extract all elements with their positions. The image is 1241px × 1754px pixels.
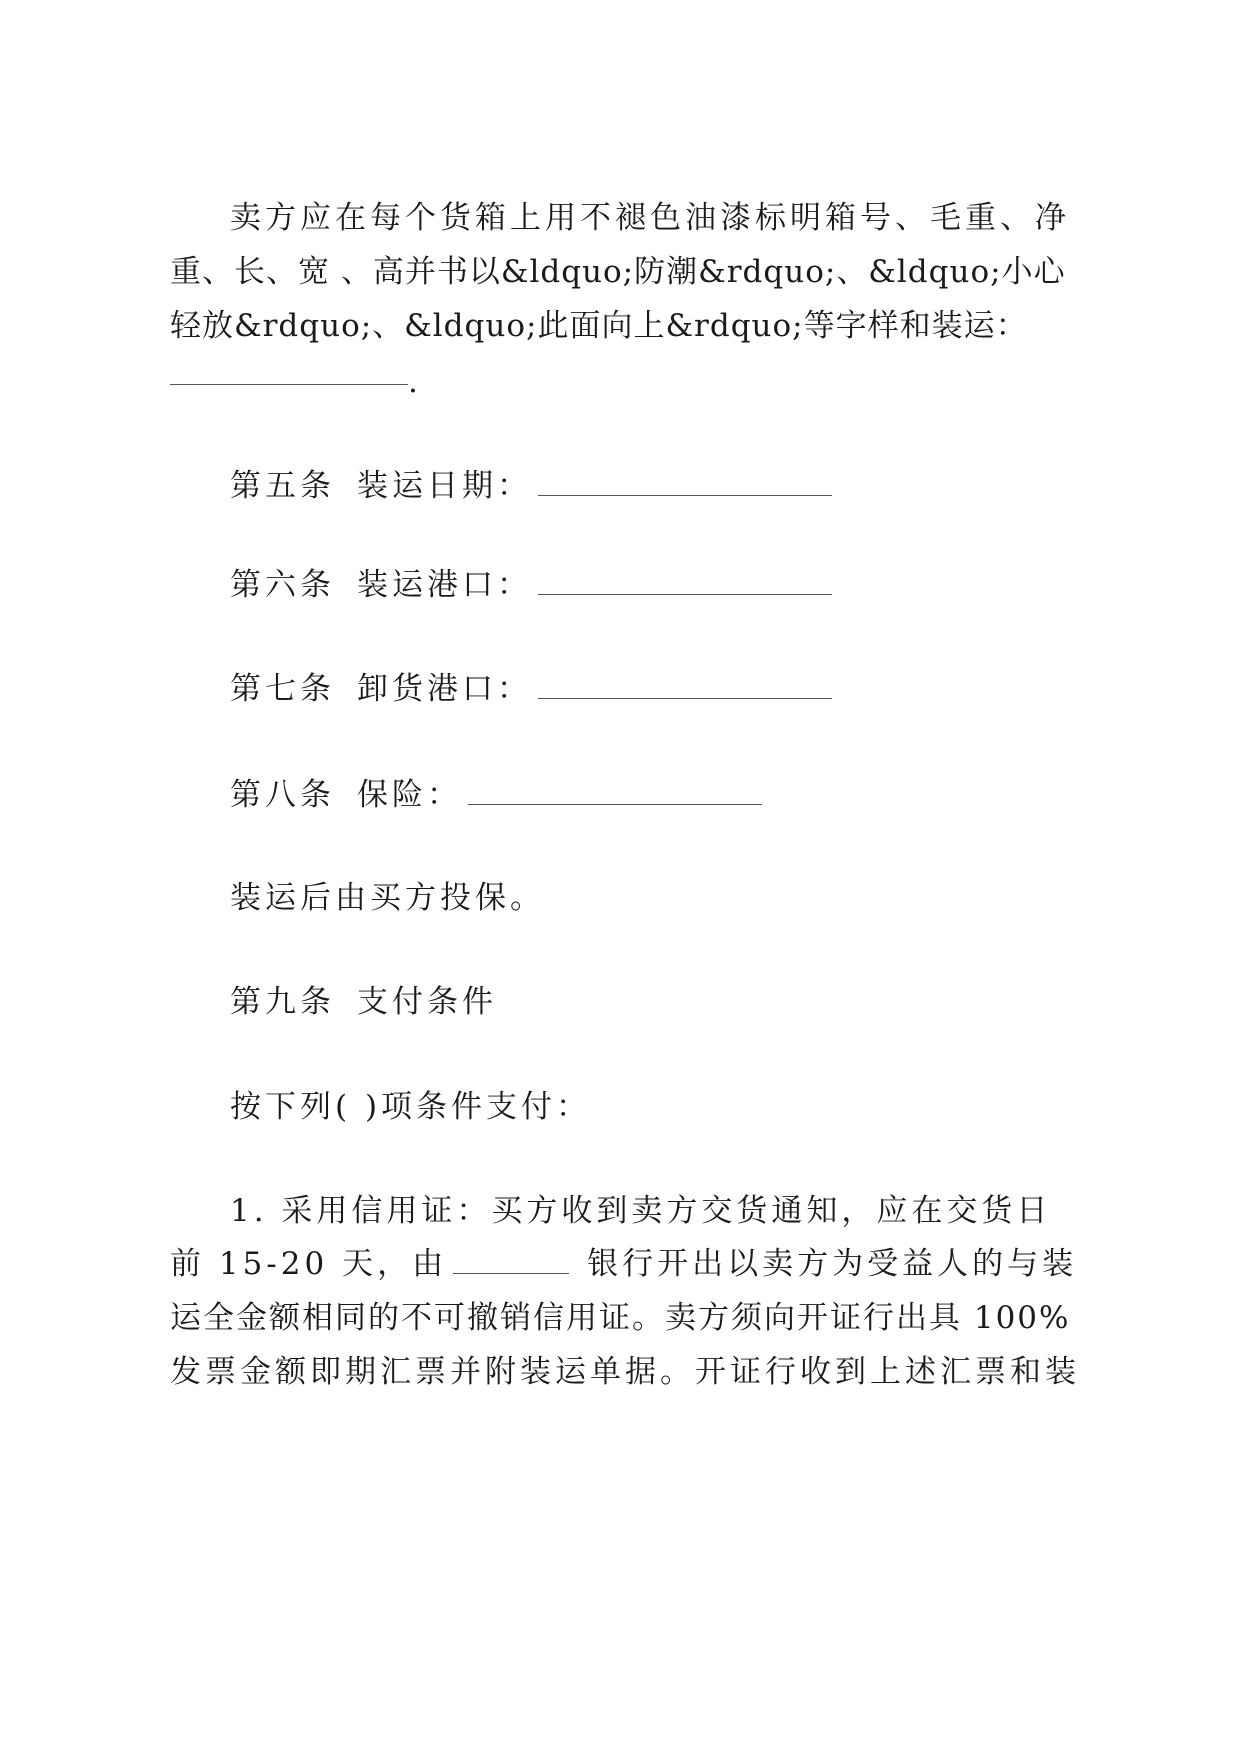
article-8-text: 保险： [357,777,462,813]
shipment-date-blank [538,469,832,496]
article-7-text: 卸货港口： [357,671,532,707]
article-5-label: 第五条 [230,468,335,504]
loading-port-blank [538,568,832,595]
marking-paragraph-line-2: 重、长、宽 、高并书以&ldquo;防潮&rdquo;、&ldquo;小心 [170,254,1066,290]
discharge-port-blank [538,672,832,699]
article-9 [230,980,497,1024]
marking-paragraph-line-3: 轻放&rdquo;、&ldquo;此面向上&rdquo;等字样和装运： [170,308,1028,344]
marking-end-period: . [408,364,418,400]
payment-item-1-line-4: 发票金额即期汇票并附装运单据。开证行收到上述汇票和装 [170,1354,1080,1390]
marking-blank [170,384,408,385]
issuing-bank-blank [453,1247,569,1274]
article-8-label: 第八条 [230,777,335,813]
insurance-blank [468,778,762,805]
payment-item-1-line-2-post: 银行开出以卖方为受益人的与装 [587,1246,1078,1282]
payment-intro: 按下列( )项条件支付： [230,1089,592,1125]
article-7-label: 第七条 [230,671,335,707]
article-5 [230,464,832,508]
payment-item-1-line-1: 1. 采用信用证：买方收到卖方交货通知，应在交货日 [230,1193,1052,1229]
article-6-text: 装运港口： [357,567,532,603]
article-6-label: 第六条 [230,567,335,603]
insurance-note: 装运后由买方投保。 [230,880,545,916]
payment-item-1-line-2-pre: 前 15-20 天，由 [170,1246,448,1282]
article-9-text: 支付条件 [357,984,497,1020]
payment-item-1-line-3: 运全金额相同的不可撤销信用证。卖方须向开证行出具 100% [170,1300,1071,1336]
article-6 [230,563,832,607]
marking-paragraph-line-1: 卖方应在每个货箱上用不褪色油漆标明箱号、毛重、净 [230,200,1070,236]
article-5-text: 装运日期： [357,468,532,504]
article-7 [230,667,832,711]
payment-item-1-line-2 [170,1242,1077,1286]
article-9-label: 第九条 [230,984,335,1020]
article-8 [230,773,762,817]
